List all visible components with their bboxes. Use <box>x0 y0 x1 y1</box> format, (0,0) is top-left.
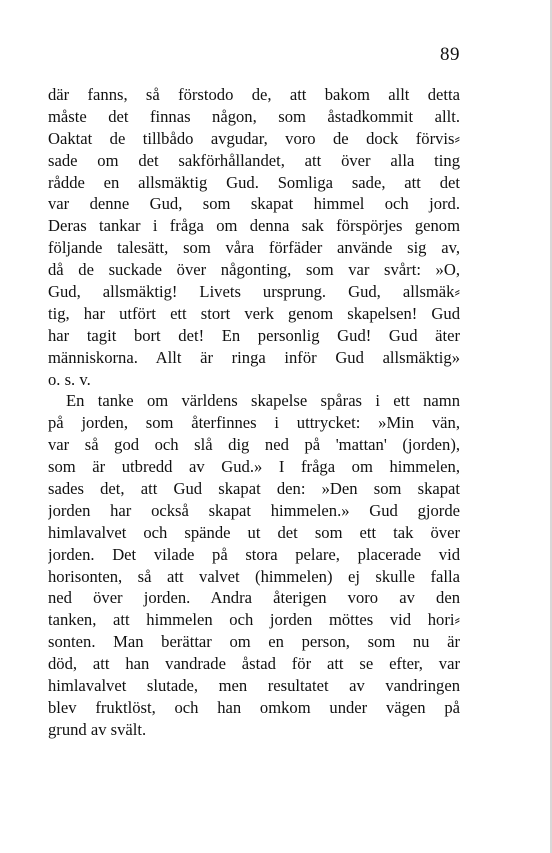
text-line: Deras tankar i fråga om denna sak förspörjes genom <box>48 216 460 236</box>
text-line: o. s. v. <box>48 369 91 389</box>
text-line: tig, har utfört ett stort verk genom skapelsen! Gud <box>48 303 460 323</box>
text-line: måste det finnas någon, som åstadkommit allt. <box>48 106 460 126</box>
text-line: har tagit bort det! En personlig Gud! Gud äter <box>48 325 460 345</box>
text-line: jorden. Det vilade på stora pelare, placerade vid <box>48 544 460 564</box>
text-line: blev fruktlöst, och han omkom under vägen på <box>48 697 460 717</box>
page-number: 89 <box>440 44 460 65</box>
text-line: horisonten, så att valvet (himmelen) ej skulle falla <box>48 566 460 586</box>
text-line: var denne Gud, som skapat himmel och jord. <box>48 194 460 214</box>
body-text <box>48 84 460 741</box>
text-line: sade om det sakförhållandet, att över alla ting <box>48 150 460 170</box>
paragraph-1 <box>48 84 460 390</box>
text-line: Oaktat de tillbådo avgudar, voro de dock förvis⸗ <box>48 128 460 148</box>
text-line: sades det, att Gud skapat den: »Den som skapat <box>48 479 460 499</box>
text-line: himlavalvet slutade, men resultatet av vandringen <box>48 676 460 696</box>
text-line: jorden har också skapat himmelen.» Gud gjorde <box>48 500 460 520</box>
text-line: där fanns, så förstodo de, att bakom allt detta <box>48 85 460 104</box>
text-line: då de suckade över någonting, som var svårt: »O, <box>48 260 460 280</box>
text-line: tanken, att himmelen och jorden möttes vid hori⸗ <box>48 610 460 630</box>
text-line: som är utbredd av Gud.» I fråga om himmelen, <box>48 457 460 477</box>
text-line: sonten. Man berättar om en person, som nu är <box>48 632 460 652</box>
text-line: ned över jorden. Andra återigen voro av den <box>48 588 460 608</box>
text-line: död, att han vandrade åstad för att se efter, var <box>48 654 460 674</box>
text-line: grund av svält. <box>48 719 147 739</box>
text-line: följande talesätt, som våra förfäder använde sig av, <box>48 238 460 258</box>
text-line: Gud, allsmäktig! Livets ursprung. Gud, allsmäk⸗ <box>48 282 460 302</box>
text-line: En tanke om världens skapelse spåras i ett namn <box>66 391 460 411</box>
text-line: människorna. Allt är ringa inför Gud allsmäktig» <box>48 347 460 367</box>
text-line: rådde en allsmäktig Gud. Somliga sade, att det <box>48 172 460 192</box>
text-line: himlavalvet och spände ut det som ett tak över <box>48 522 460 542</box>
text-line: på jorden, som återfinnes i uttrycket: »Min vän, <box>48 413 460 433</box>
paragraph-2 <box>48 390 460 740</box>
text-line: var så god och slå dig ned på 'mattan' (jorden), <box>48 435 460 455</box>
